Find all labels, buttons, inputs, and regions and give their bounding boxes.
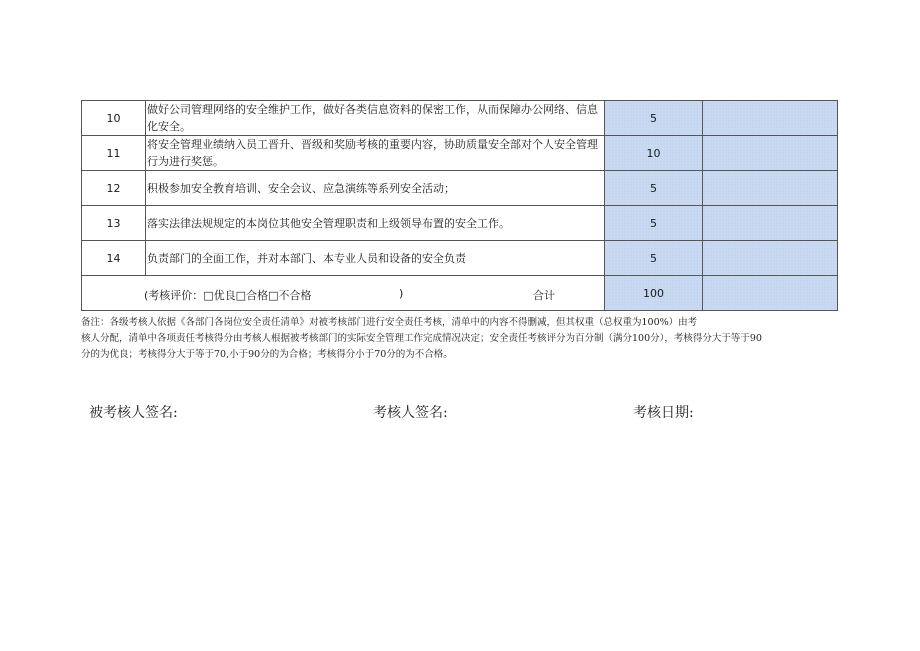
- row-number: 11: [82, 136, 146, 171]
- row-content: 落实法律法规规定的本岗位其他安全管理职责和上级领导布置的安全工作。: [146, 206, 605, 241]
- row-score[interactable]: 5: [605, 206, 703, 241]
- row-score[interactable]: 5: [605, 241, 703, 276]
- row-actual-score[interactable]: [703, 171, 838, 206]
- table-row: [82, 136, 838, 171]
- remarks-line: 核人分配，清单中各项责任考核得分由考核人根据被考核部门的实际安全管理工作完成情况决定；安全责任考核评分为百分制（满分100分），考核得分大于等于90: [81, 333, 762, 344]
- evaluation-options[interactable]: (考核评价：□优良□合格□不合格: [144, 289, 312, 302]
- row-number: 13: [82, 206, 146, 241]
- table-row: [82, 206, 838, 241]
- row-number: 14: [82, 241, 146, 276]
- row-content: 将安全管理业绩纳入员工晋升、晋级和奖励考核的重要内容，协助质量安全部对个人安全管理行为进行奖惩。: [146, 136, 605, 171]
- evaluation-row: [82, 276, 838, 311]
- row-actual-score[interactable]: [703, 101, 838, 136]
- total-label: 合计: [533, 289, 555, 302]
- remarks-line: 分的为优良；考核得分大于等于70,小于90分的为合格；考核得分小于70分的为不合格。: [81, 349, 453, 360]
- table-row: [82, 241, 838, 276]
- evaluation-cell: [82, 276, 605, 311]
- assessor-signature-label: 考核人签名:: [373, 405, 448, 421]
- row-score[interactable]: 5: [605, 171, 703, 206]
- row-actual-score[interactable]: [703, 206, 838, 241]
- row-content: 负责部门的全面工作，并对本部门、本专业人员和设备的安全负责: [146, 241, 605, 276]
- remarks: [81, 315, 841, 363]
- remarks-line: 备注：各级考核人依据《各部门各岗位安全责任清单》对被考核部门进行安全责任考核，清单中的内容不得删减，但其权重（总权重为100%）由考: [81, 317, 698, 328]
- evaluation-close-paren: ): [399, 287, 404, 300]
- row-number: 10: [82, 101, 146, 136]
- row-actual-score[interactable]: [703, 136, 838, 171]
- assessment-table: [81, 100, 838, 311]
- assessee-signature-label: 被考核人签名:: [89, 405, 178, 421]
- total-actual-score[interactable]: [703, 276, 838, 311]
- row-score[interactable]: 10: [605, 136, 703, 171]
- row-actual-score[interactable]: [703, 241, 838, 276]
- table-row: [82, 101, 838, 136]
- assessment-date-label: 考核日期:: [633, 405, 694, 421]
- row-content: 积极参加安全教育培训、安全会议、应急演练等系列安全活动；: [146, 171, 605, 206]
- row-score[interactable]: 5: [605, 101, 703, 136]
- row-content: 做好公司管理网络的安全维护工作，做好各类信息资料的保密工作，从而保障办公网络、信息化安全。: [146, 101, 605, 136]
- total-value: 100: [605, 276, 703, 311]
- row-number: 12: [82, 171, 146, 206]
- table-row: [82, 171, 838, 206]
